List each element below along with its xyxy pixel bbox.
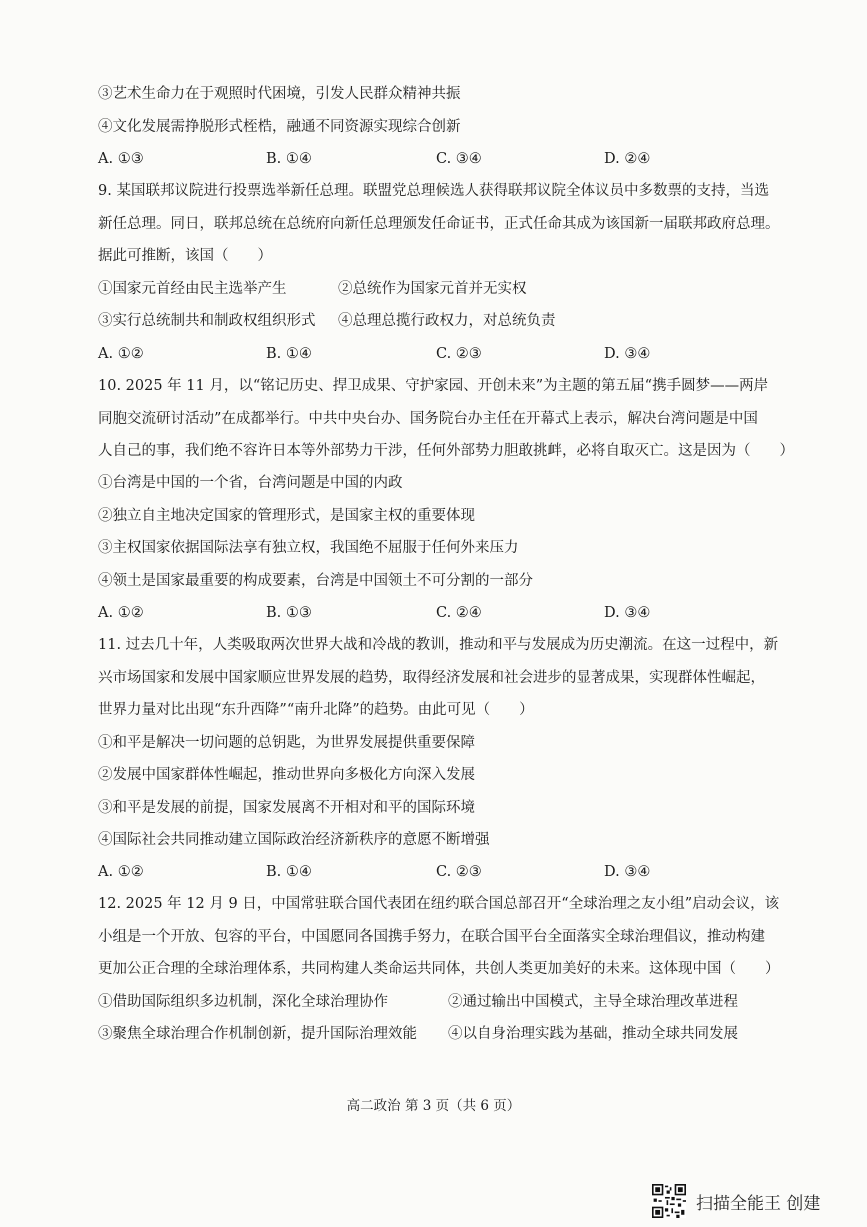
option-a: A. ①② <box>98 605 144 621</box>
option-d: D. ③④ <box>604 864 651 880</box>
option-b: B. ①④ <box>266 346 312 362</box>
q11-options <box>98 862 798 882</box>
q10-item-1: ①台湾是中国的一个省，台湾问题是中国的内政 <box>98 475 403 491</box>
option-d: D. ③④ <box>604 346 651 362</box>
q9-items-row-1 <box>98 279 798 299</box>
option-c: C. ②③ <box>436 864 482 880</box>
option-a: A. ①③ <box>98 151 144 167</box>
option-c: C. ②③ <box>436 346 482 362</box>
q11-item-3: ③和平是发展的前提，国家发展离不开相对和平的国际环境 <box>98 800 475 816</box>
q10-item-3: ③主权国家依据国际法享有独立权，我国绝不屈服于任何外来压力 <box>98 540 519 556</box>
q12-items-row-1 <box>98 992 798 1012</box>
page-footer: 高二政治 第 3 页（共 6 页） <box>346 1098 521 1114</box>
q10-item-2: ②独立自主地决定国家的管理形式，是国家主权的重要体现 <box>98 508 475 524</box>
q12-item-3: ③聚焦全球治理合作机制创新，提升国际治理效能 <box>98 1026 417 1042</box>
q9-item-2: ②总统作为国家元首并无实权 <box>338 281 527 297</box>
q9-items-row-2 <box>98 311 798 331</box>
q11-item-4: ④国际社会共同推动建立国际政治经济新秩序的意愿不断增强 <box>98 832 490 848</box>
q12-item-1: ①借助国际组织多边机制，深化全球治理协作 <box>98 994 388 1010</box>
q11-stem: 11. 过去几十年，人类吸取两次世界大战和冷战的教训，推动和平与发展成为历史潮流。在这一过程中，新 兴市场国家和发展中国家顺应世界发展的趋势，取得经济发展和社会进步的显著成果，实现群体性崛起， 世界力量对比出现“东升西降”“南升北降”的趋势。由此可见（ ） <box>98 637 779 718</box>
option-a: A. ①② <box>98 864 144 880</box>
option-c: C. ②④ <box>436 605 482 621</box>
q10-item-4: ④领土是国家最重要的构成要素，台湾是中国领土不可分割的一部分 <box>98 573 533 589</box>
q9-stem: 9. 某国联邦议院进行投票选举新任总理。联盟党总理候选人获得联邦议院全体议员中多数票的支持，当选 新任总理。同日，联邦总统在总统府向新任总理颁发任命证书，正式任命其成为该国新一届联邦政府总理。 据此可推断，该国（ ） <box>98 183 780 264</box>
q11-item-2: ②发展中国家群体性崛起，推动世界向多极化方向深入发展 <box>98 767 475 783</box>
option-a: A. ①② <box>98 346 144 362</box>
q9-item-3: ③实行总统制共和制政权组织形式 <box>98 313 316 329</box>
watermark-text: 扫描全能王 创建 <box>696 1193 821 1214</box>
q10-options <box>98 603 798 623</box>
option-d: D. ②④ <box>604 151 651 167</box>
q9-item-1: ①国家元首经由民主选举产生 <box>98 281 287 297</box>
q8-item-3: ③艺术生命力在于观照时代困境，引发人民群众精神共振 <box>98 86 461 102</box>
option-c: C. ③④ <box>436 151 482 167</box>
qr-code-icon <box>652 1184 686 1218</box>
q12-item-4: ④以自身治理实践为基础，推动全球共同发展 <box>448 1026 738 1042</box>
option-d: D. ③④ <box>604 605 651 621</box>
q12-items-row-2 <box>98 1024 798 1044</box>
q12-item-2: ②通过输出中国模式，主导全球治理改革进程 <box>448 994 738 1010</box>
q12-stem: 12. 2025 年 12 月 9 日，中国常驻联合国代表团在纽约联合国总部召开“全球治理之友小组”启动会议，该 小组是一个开放、包容的平台，中国愿同各国携手努力，在联合国平台全面落实全球治理倡议，推动构建 更加公正合理的全球治理体系，共同构建人类命运共同体，共创人类更加美好的未来。这体现中国（ ） <box>98 896 780 977</box>
option-b: B. ①③ <box>266 605 312 621</box>
option-b: B. ①④ <box>266 151 312 167</box>
q8-item-4: ④文化发展需挣脱形式桎梏，融通不同资源实现综合创新 <box>98 119 461 135</box>
q8-options <box>98 149 798 169</box>
scanner-watermark <box>652 1181 820 1221</box>
q9-item-4: ④总理总揽行政权力，对总统负责 <box>338 313 556 329</box>
q10-stem: 10. 2025 年 11 月，以“铭记历史、捍卫成果、守护家园、开创未来”为主题的第五届“携手圆梦——两岸 同胞交流研讨活动”在成都举行。中共中央台办、国务院台办主任在开幕式上表示，解决台湾问题是中国 人自己的事，我们绝不容许日本等外部势力干涉，任何外部势力胆敢挑衅，必将自取灭亡。这是因为（ ） <box>98 378 794 459</box>
q11-item-1: ①和平是解决一切问题的总钥匙，为世界发展提供重要保障 <box>98 735 475 751</box>
option-b: B. ①④ <box>266 864 312 880</box>
q9-options <box>98 344 798 364</box>
